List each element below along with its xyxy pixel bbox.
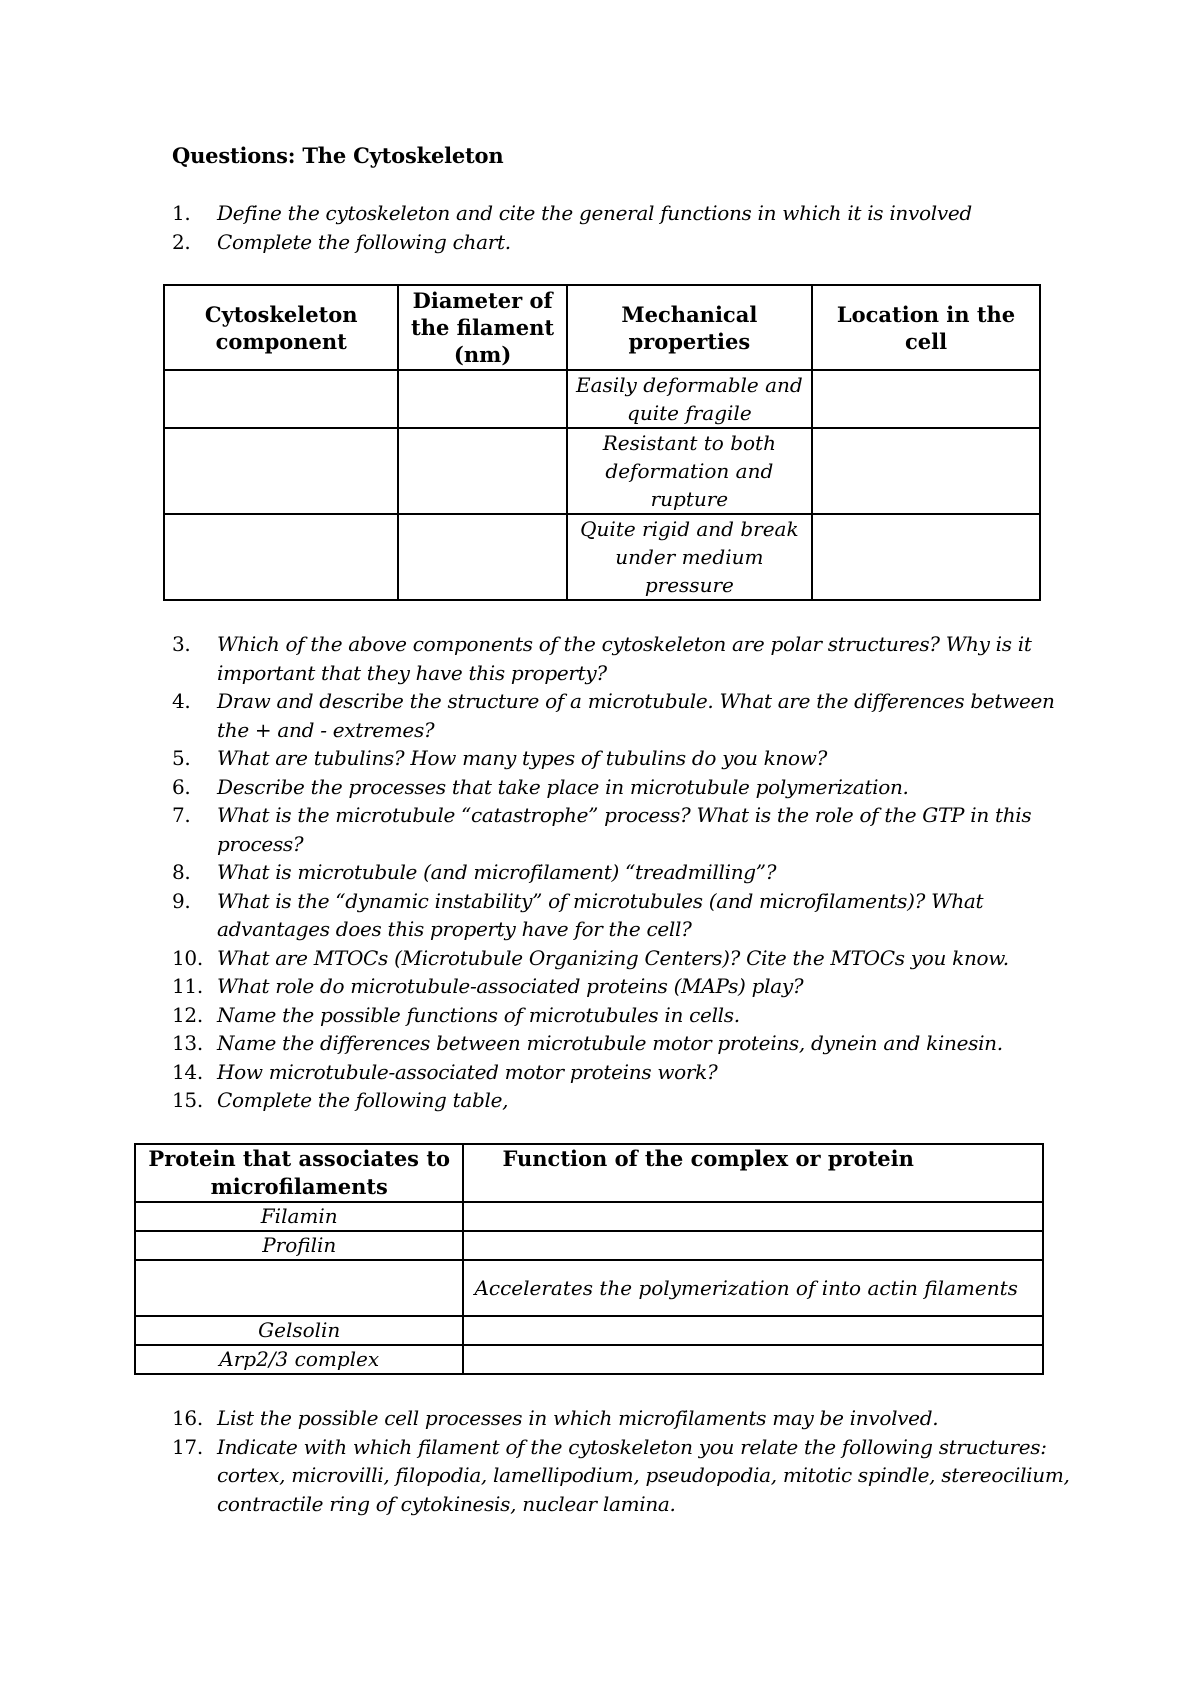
table-cell [463, 1345, 1043, 1374]
table-cell: Filamin [135, 1202, 463, 1231]
table-cell [398, 428, 566, 514]
header-location: Location in the cell [812, 285, 1040, 370]
table-row [135, 1202, 1043, 1231]
question-text: Draw and describe the structure of a microtubule. What are the differences between the + and - extremes? [217, 689, 1055, 742]
question-number: 6. [172, 774, 191, 799]
question-item [172, 944, 1072, 973]
table-cell: Resistant to both deformation and rupture [567, 428, 812, 514]
question-text: What is the microtubule “catastrophe” process? What is the role of the GTP in this process? [217, 803, 1032, 856]
question-text: Indicate with which filament of the cytoskeleton you relate the following structures: cortex, microvilli, filopodia, lamellipodium, pseudopodia, mitotic spindle, stereocilium, contractile ring of cytokinesis, nuclear lamina. [217, 1434, 1070, 1516]
question-item [172, 1058, 1072, 1087]
table-row [135, 1260, 1043, 1316]
question-item [172, 630, 1072, 687]
question-number: 15. [172, 1088, 203, 1112]
table-cell [463, 1316, 1043, 1345]
question-number: 10. [172, 945, 203, 970]
table-cell [398, 370, 566, 428]
question-item [172, 199, 1072, 228]
table-header-row [164, 285, 1040, 370]
question-text: What are tubulins? How many types of tubulins do you know? [217, 746, 827, 770]
question-item [172, 972, 1072, 1001]
table-cell: Profilin [135, 1231, 463, 1260]
table-cell [812, 370, 1040, 428]
question-text: Describe the processes that take place in microtubule polymerization. [217, 774, 909, 799]
question-item [172, 1433, 1072, 1519]
table-row [164, 514, 1040, 600]
table-cell: Quite rigid and break under medium pressure [567, 514, 812, 600]
question-item [172, 1404, 1072, 1433]
question-number: 8. [172, 860, 191, 884]
table-row [164, 370, 1040, 428]
document-title: Questions: The Cytoskeleton [172, 143, 504, 168]
question-item [172, 1086, 1072, 1115]
question-number: 4. [172, 689, 191, 713]
question-number: 7. [172, 803, 191, 827]
question-text: What are MTOCs (Microtubule Organizing Centers)? Cite the MTOCs you know. [217, 945, 1009, 970]
question-list-2 [172, 630, 1072, 1115]
table-row [135, 1231, 1043, 1260]
table-cell [135, 1260, 463, 1316]
question-number: 16. [172, 1406, 203, 1430]
table-header-row [135, 1144, 1043, 1202]
table-cell: Easily deformable and quite fragile [567, 370, 812, 428]
question-item [172, 773, 1072, 802]
question-number: 17. [172, 1434, 203, 1459]
table-row [135, 1316, 1043, 1345]
table-cell [463, 1202, 1043, 1231]
question-number: 1. [172, 201, 191, 225]
table-cell [463, 1231, 1043, 1260]
question-text: What role do microtubule-associated proteins (MAPs) play? [217, 974, 804, 998]
microfilament-protein-table [134, 1143, 1044, 1375]
question-text: What is microtubule (and microfilament) “treadmilling”? [217, 860, 777, 884]
header-component: Cytoskeleton component [164, 285, 398, 370]
question-list-3 [172, 1404, 1072, 1518]
cytoskeleton-chart [163, 284, 1041, 601]
table-row [164, 428, 1040, 514]
question-item [172, 1029, 1072, 1058]
question-item [172, 687, 1072, 744]
question-text: Name the differences between microtubule motor proteins, dynein and kinesin. [217, 1031, 1003, 1055]
table-cell [164, 428, 398, 514]
header-mechanical: Mechanical properties [567, 285, 812, 370]
question-number: 2. [172, 229, 191, 254]
question-number: 12. [172, 1002, 203, 1027]
question-item [172, 801, 1072, 858]
question-item [172, 228, 1072, 257]
question-number: 11. [172, 974, 203, 998]
question-text: List the possible cell processes in which microfilaments may be involved. [217, 1406, 939, 1430]
table-cell [164, 514, 398, 600]
table-cell [398, 514, 566, 600]
question-list-1 [172, 199, 1072, 256]
table-cell: Arp2/3 complex [135, 1345, 463, 1374]
header-protein: Protein that associates to microfilaments [135, 1144, 463, 1202]
question-text: How microtubule-associated motor proteins work? [217, 1059, 718, 1084]
question-text: Complete the following table, [217, 1088, 509, 1112]
question-text: Name the possible functions of microtubules in cells. [217, 1002, 740, 1027]
header-diameter: Diameter of the filament (nm) [398, 285, 566, 370]
table-cell: Gelsolin [135, 1316, 463, 1345]
question-text: Complete the following chart. [217, 229, 511, 254]
table-cell [812, 428, 1040, 514]
header-function: Function of the complex or protein [463, 1144, 1043, 1202]
question-item [172, 744, 1072, 773]
question-text: What is the “dynamic instability” of microtubules (and microfilaments)? What advantages does this property have for the cell? [217, 888, 984, 941]
question-number: 3. [172, 632, 191, 656]
table-cell [812, 514, 1040, 600]
question-text: Which of the above components of the cytoskeleton are polar structures? Why is it important that they have this property? [217, 632, 1032, 685]
question-number: 13. [172, 1031, 203, 1055]
question-item [172, 887, 1072, 944]
question-text: Define the cytoskeleton and cite the general functions in which it is involved [217, 201, 972, 225]
question-number: 14. [172, 1059, 203, 1084]
question-item [172, 858, 1072, 887]
table-cell [164, 370, 398, 428]
question-item [172, 1001, 1072, 1030]
question-number: 5. [172, 746, 191, 770]
table-row [135, 1345, 1043, 1374]
question-number: 9. [172, 888, 191, 913]
table-cell: Accelerates the polymerization of into actin filaments [463, 1260, 1043, 1316]
